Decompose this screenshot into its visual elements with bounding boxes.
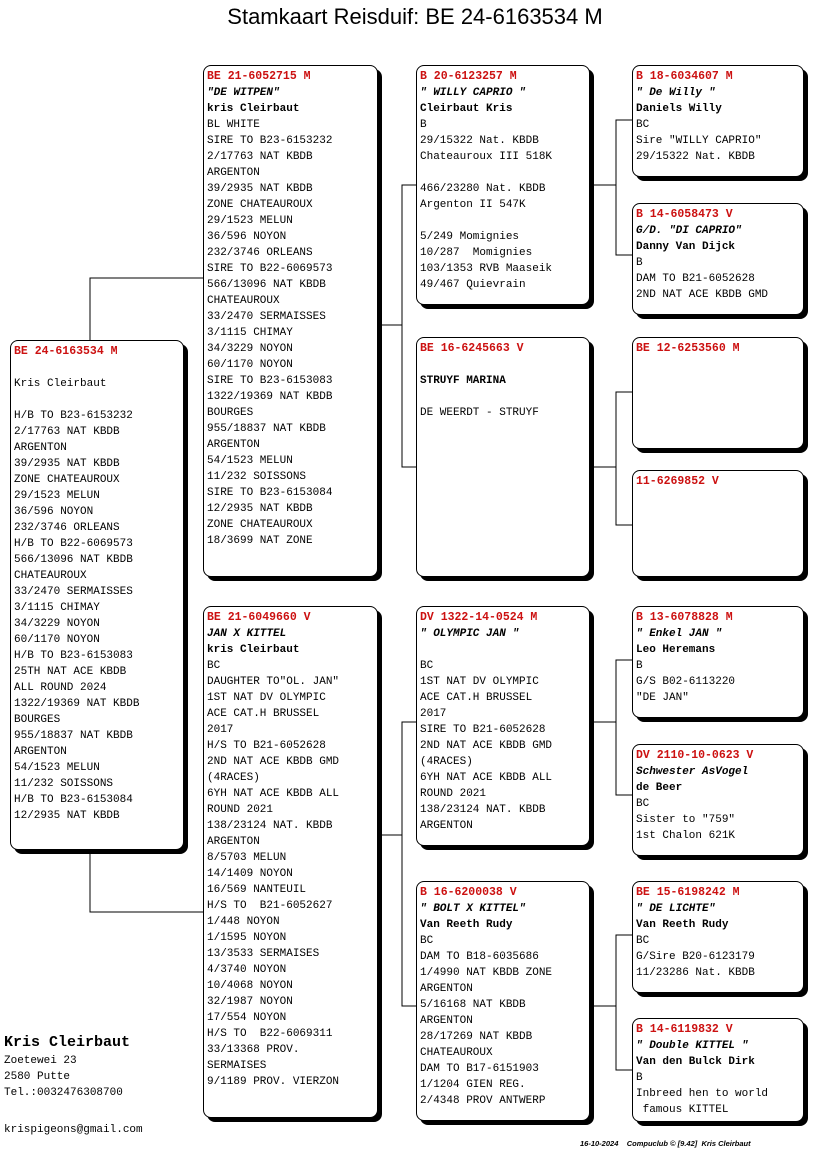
card-line: H/B TO B23-6153232: [14, 410, 133, 422]
pigeon-card-father-dam[interactable]: [416, 337, 590, 577]
card-line: 2ND NAT ACE KBDB GMD: [420, 740, 553, 752]
card-line: 54/1523 MELUN: [207, 455, 293, 467]
card-line: 3/1115 CHIMAY: [207, 327, 293, 339]
breeder-phone: Tel.:0032476308700: [4, 1087, 123, 1099]
pigeon-owner: Danny Van Dijck: [636, 241, 736, 253]
pigeon-owner: kris Cleirbaut: [207, 644, 300, 656]
card-line: 5/249 Momignies: [420, 231, 520, 243]
card-line: G/Sire B20-6123179: [636, 951, 755, 963]
card-line: 18/3699 NAT ZONE: [207, 535, 313, 547]
card-line: 8/5703 MELUN: [207, 852, 287, 864]
card-line: 1/4990 NAT KBDB ZONE: [420, 967, 553, 979]
pigeon-card-father-sire[interactable]: [416, 65, 590, 305]
card-line: SIRE TO B23-6153084: [207, 487, 333, 499]
card-line: ALL ROUND 2024: [14, 682, 107, 694]
card-line: H/B TO B23-6153083: [14, 650, 133, 662]
pigeon-owner: Daniels Willy: [636, 103, 722, 115]
ring-number: B 14-6119832 V: [636, 1023, 733, 1036]
ring-number: B 13-6078828 M: [636, 611, 733, 624]
breeder-email[interactable]: krispigeons@gmail.com: [4, 1124, 143, 1136]
card-line: Kris Cleirbaut: [14, 378, 107, 390]
pigeon-name: " De Willy ": [636, 87, 716, 99]
card-line: BC: [420, 660, 434, 672]
card-line: 28/17269 NAT KBDB: [420, 1031, 533, 1043]
card-line: B: [420, 119, 427, 131]
pigeon-card-subject[interactable]: [10, 340, 184, 850]
card-line: 955/18837 NAT KBDB: [207, 423, 326, 435]
card-line: G/S B02-6113220: [636, 676, 736, 688]
footer-software: Compuclub © [9.42]: [626, 1139, 698, 1148]
card-line: H/B TO B22-6069573: [14, 538, 133, 550]
page-title: Stamkaart Reisduif: BE 24-6163534 M: [227, 4, 603, 29]
card-line: 17/554 NOYON: [207, 1012, 287, 1024]
card-line: 4/3740 NOYON: [207, 964, 287, 976]
card-line: 33/13368 PROV.: [207, 1044, 300, 1056]
card-line: (4RACES): [420, 756, 473, 768]
pigeon-owner: Van Reeth Rudy: [636, 919, 729, 931]
card-line: B: [636, 257, 643, 269]
ring-number: BE 16-6245663 V: [420, 342, 524, 355]
card-line: H/S TO B21-6052628: [207, 740, 326, 752]
card-line: 12/2935 NAT KBDB: [14, 810, 120, 822]
card-line: 60/1170 NOYON: [14, 634, 100, 646]
pigeon-card-father[interactable]: [203, 65, 378, 577]
footer-owner: Kris Cleirbaut: [701, 1139, 751, 1148]
card-lines: [420, 658, 586, 834]
pigeon-card-fmf[interactable]: [632, 337, 804, 449]
pigeon-owner: Leo Heremans: [636, 644, 716, 656]
card-line: 5/16168 NAT KBDB: [420, 999, 526, 1011]
pigeon-owner: de Beer: [636, 782, 683, 794]
card-line: BC: [636, 119, 650, 131]
card-line: 16/569 NANTEUIL: [207, 884, 307, 896]
ring-number: 11-6269852 V: [636, 475, 719, 488]
card-line: ZONE CHATEAUROUX: [14, 474, 120, 486]
card-line: BOURGES: [14, 714, 61, 726]
card-line: DE WEERDT - STRUYF: [420, 407, 539, 419]
card-line: [14, 392, 180, 408]
card-line: DAM TO B21-6052628: [636, 273, 755, 285]
card-line: 232/3746 ORLEANS: [14, 522, 120, 534]
card-line: 3/1115 CHIMAY: [14, 602, 100, 614]
card-line: 11/23286 Nat. KBDB: [636, 967, 755, 979]
card-lines: [207, 658, 374, 1090]
card-line: 1/1595 NOYON: [207, 932, 287, 944]
card-line: 138/23124 NAT. KBDB: [420, 804, 546, 816]
card-line: 32/1987 NOYON: [207, 996, 293, 1008]
card-line: ACE CAT.H BRUSSEL: [420, 692, 533, 704]
card-line: 566/13096 NAT KBDB: [14, 554, 133, 566]
card-line: 6YH NAT ACE KBDB ALL: [420, 772, 553, 784]
pigeon-name: " DE LICHTE": [636, 903, 716, 915]
pigeon-owner: Cleirbaut Kris: [420, 103, 513, 115]
card-line: 29/1523 MELUN: [14, 490, 100, 502]
card-line: 2/17763 NAT KBDB: [207, 151, 313, 163]
pigeon-card-fff[interactable]: [632, 65, 804, 177]
card-line: 1322/19369 NAT KBDB: [14, 698, 140, 710]
pigeon-name: " BOLT X KITTEL": [420, 903, 526, 915]
card-line: [420, 213, 586, 229]
card-line: [420, 389, 586, 405]
card-line: ZONE CHATEAUROUX: [207, 199, 313, 211]
pigeon-card-fmm[interactable]: [632, 470, 804, 577]
ring-number: B 14-6058473 V: [636, 208, 733, 221]
card-line: DAM TO B18-6035686: [420, 951, 539, 963]
card-line: ARGENTON: [420, 983, 473, 995]
card-line: 955/18837 NAT KBDB: [14, 730, 133, 742]
ring-number: DV 2110-10-0623 V: [636, 749, 754, 762]
card-line: 2017: [207, 724, 234, 736]
pigeon-name: " WILLY CAPRIO ": [420, 87, 526, 99]
pigeon-card-mmm[interactable]: [632, 1018, 804, 1122]
card-lines: [420, 933, 586, 1109]
card-lines: [14, 360, 180, 824]
pigeon-name: JAN X KITTEL: [207, 628, 287, 640]
pigeon-card-mfm[interactable]: [632, 744, 804, 856]
card-line: ARGENTON: [207, 167, 260, 179]
pigeon-card-mother-dam[interactable]: [416, 881, 590, 1121]
ring-number: B 18-6034607 M: [636, 70, 733, 83]
card-line: BL WHITE: [207, 119, 260, 131]
card-line: 13/3533 SERMAISES: [207, 948, 320, 960]
card-line: BC: [420, 935, 434, 947]
card-line: 11/232 SOISSONS: [14, 778, 114, 790]
card-line: 34/3229 NOYON: [14, 618, 100, 630]
breeder-info: [4, 1033, 130, 1101]
card-line: Chateauroux III 518K: [420, 151, 553, 163]
card-lines: [636, 117, 800, 165]
ring-number: BE 15-6198242 M: [636, 886, 740, 899]
footer-date: 16-10-2024: [580, 1139, 619, 1148]
card-line: 1322/19369 NAT KBDB: [207, 391, 333, 403]
card-line: 1/448 NOYON: [207, 916, 280, 928]
card-line: Argenton II 547K: [420, 199, 526, 211]
card-line: 2ND NAT ACE KBDB GMD: [207, 756, 340, 768]
card-line: Inbreed hen to world: [636, 1088, 769, 1100]
card-line: CHATEAUROUX: [207, 295, 280, 307]
card-line: ARGENTON: [14, 746, 67, 758]
card-lines: [420, 117, 586, 293]
card-line: CHATEAUROUX: [14, 570, 87, 582]
card-line: 2ND NAT ACE KBDB GMD: [636, 289, 769, 301]
pigeon-name: "DE WITPEN": [207, 87, 280, 99]
card-line: B: [636, 1072, 643, 1084]
breeder-street: Zoetewei 23: [4, 1055, 77, 1067]
card-line: 14/1409 NOYON: [207, 868, 293, 880]
card-lines: [636, 1070, 800, 1118]
card-line: 54/1523 MELUN: [14, 762, 100, 774]
ring-number: BE 12-6253560 M: [636, 342, 740, 355]
card-line: CHATEAUROUX: [420, 1047, 493, 1059]
card-line: Sister to "759": [636, 814, 736, 826]
card-line: 1ST NAT DV OLYMPIC: [207, 692, 326, 704]
card-line: ARGENTON: [420, 1015, 473, 1027]
card-line: 33/2470 SERMAISSES: [14, 586, 133, 598]
pigeon-card-mmf[interactable]: [632, 881, 804, 993]
pigeon-card-mff[interactable]: [632, 606, 804, 718]
card-line: BC: [207, 660, 221, 672]
card-line: 566/13096 NAT KBDB: [207, 279, 326, 291]
card-line: ROUND 2021: [420, 788, 487, 800]
card-line: SIRE TO B22-6069573: [207, 263, 333, 275]
card-line: ZONE CHATEAUROUX: [207, 519, 313, 531]
card-line: 10/287 Momignies: [420, 247, 533, 259]
card-line: 39/2935 NAT KBDB: [207, 183, 313, 195]
card-line: 60/1170 NOYON: [207, 359, 293, 371]
pigeon-owner: STRUYF MARINA: [420, 375, 506, 387]
pigeon-name: " OLYMPIC JAN ": [420, 628, 520, 640]
card-line: 1/1204 GIEN REG.: [420, 1079, 526, 1091]
pigeon-card-ffm[interactable]: [632, 203, 804, 315]
card-lines: [420, 389, 586, 421]
card-line: 29/15322 Nat. KBDB: [636, 151, 755, 163]
card-line: H/B TO B23-6153084: [14, 794, 133, 806]
card-line: 6YH NAT ACE KBDB ALL: [207, 788, 340, 800]
pigeon-owner: kris Cleirbaut: [207, 103, 300, 115]
pigeon-name: " Double KITTEL ": [636, 1040, 749, 1052]
pigeon-name: Schwester AsVogel: [636, 766, 749, 778]
card-line: 36/596 NOYON: [14, 506, 94, 518]
card-line: BC: [636, 798, 650, 810]
card-line: 232/3746 ORLEANS: [207, 247, 313, 259]
card-line: 466/23280 Nat. KBDB: [420, 183, 546, 195]
pigeon-name: G/D. "DI CAPRIO": [636, 225, 742, 237]
card-line: ARGENTON: [420, 820, 473, 832]
card-line: 12/2935 NAT KBDB: [207, 503, 313, 515]
card-line: 25TH NAT ACE KBDB: [14, 666, 127, 678]
card-line: 49/467 Quievrain: [420, 279, 526, 291]
card-lines: [207, 117, 374, 549]
card-line: 1st Chalon 621K: [636, 830, 736, 842]
card-line: ACE CAT.H BRUSSEL: [207, 708, 320, 720]
ring-number: B 16-6200038 V: [420, 886, 517, 899]
card-line: 39/2935 NAT KBDB: [14, 458, 120, 470]
card-line: 33/2470 SERMAISSES: [207, 311, 326, 323]
ring-number: DV 1322-14-0524 M: [420, 611, 538, 624]
card-line: 1ST NAT DV OLYMPIC: [420, 676, 539, 688]
card-line: [420, 165, 586, 181]
pigeon-card-mother[interactable]: [203, 606, 378, 1118]
ring-number: BE 21-6049660 V: [207, 611, 311, 624]
card-line: 29/15322 Nat. KBDB: [420, 135, 539, 147]
card-line: (4RACES): [207, 772, 260, 784]
card-line: ROUND 2021: [207, 804, 274, 816]
pigeon-owner: Van Reeth Rudy: [420, 919, 513, 931]
card-line: ARGENTON: [14, 442, 67, 454]
card-line: 138/23124 NAT. KBDB: [207, 820, 333, 832]
card-lines: [636, 658, 800, 706]
card-line: 11/232 SOISSONS: [207, 471, 307, 483]
card-line: 10/4068 NOYON: [207, 980, 293, 992]
card-line: famous KITTEL: [636, 1104, 729, 1116]
card-line: SIRE TO B21-6052628: [420, 724, 546, 736]
card-line: BC: [636, 935, 650, 947]
pigeon-name: " Enkel JAN ": [636, 628, 722, 640]
card-line: 103/1353 RVB Maaseik: [420, 263, 553, 275]
card-lines: [636, 255, 800, 303]
card-line: BOURGES: [207, 407, 254, 419]
card-line: [14, 360, 180, 376]
ring-number: B 20-6123257 M: [420, 70, 517, 83]
card-line: 9/1189 PROV. VIERZON: [207, 1076, 340, 1088]
pigeon-card-mother-sire[interactable]: [416, 606, 590, 846]
card-line: H/S TO B21-6052627: [207, 900, 333, 912]
pigeon-owner: Van den Bulck Dirk: [636, 1056, 755, 1068]
card-line: ARGENTON: [207, 439, 260, 451]
card-line: H/S TO B22-6069311: [207, 1028, 333, 1040]
card-line: 2/17763 NAT KBDB: [14, 426, 120, 438]
breeder-name: Kris Cleirbaut: [4, 1034, 131, 1051]
card-line: DAUGHTER TO"OL. JAN": [207, 676, 340, 688]
card-line: 36/596 NOYON: [207, 231, 287, 243]
card-line: B: [636, 660, 643, 672]
card-line: Sire "WILLY CAPRIO": [636, 135, 762, 147]
card-line: SIRE TO B23-6153232: [207, 135, 333, 147]
card-line: DAM TO B17-6151903: [420, 1063, 539, 1075]
card-line: 2017: [420, 708, 447, 720]
card-line: 34/3229 NOYON: [207, 343, 293, 355]
card-line: "DE JAN": [636, 692, 689, 704]
card-lines: [636, 933, 800, 981]
ring-number: BE 24-6163534 M: [14, 345, 118, 358]
ring-number: BE 21-6052715 M: [207, 70, 311, 83]
card-line: SIRE TO B23-6153083: [207, 375, 333, 387]
card-line: ARGENTON: [207, 836, 260, 848]
card-lines: [636, 796, 800, 844]
footer: [580, 1139, 751, 1148]
card-line: SERMAISES: [207, 1060, 267, 1072]
card-line: 2/4348 PROV ANTWERP: [420, 1095, 546, 1107]
card-line: 29/1523 MELUN: [207, 215, 293, 227]
breeder-city: 2580 Putte: [4, 1071, 71, 1083]
